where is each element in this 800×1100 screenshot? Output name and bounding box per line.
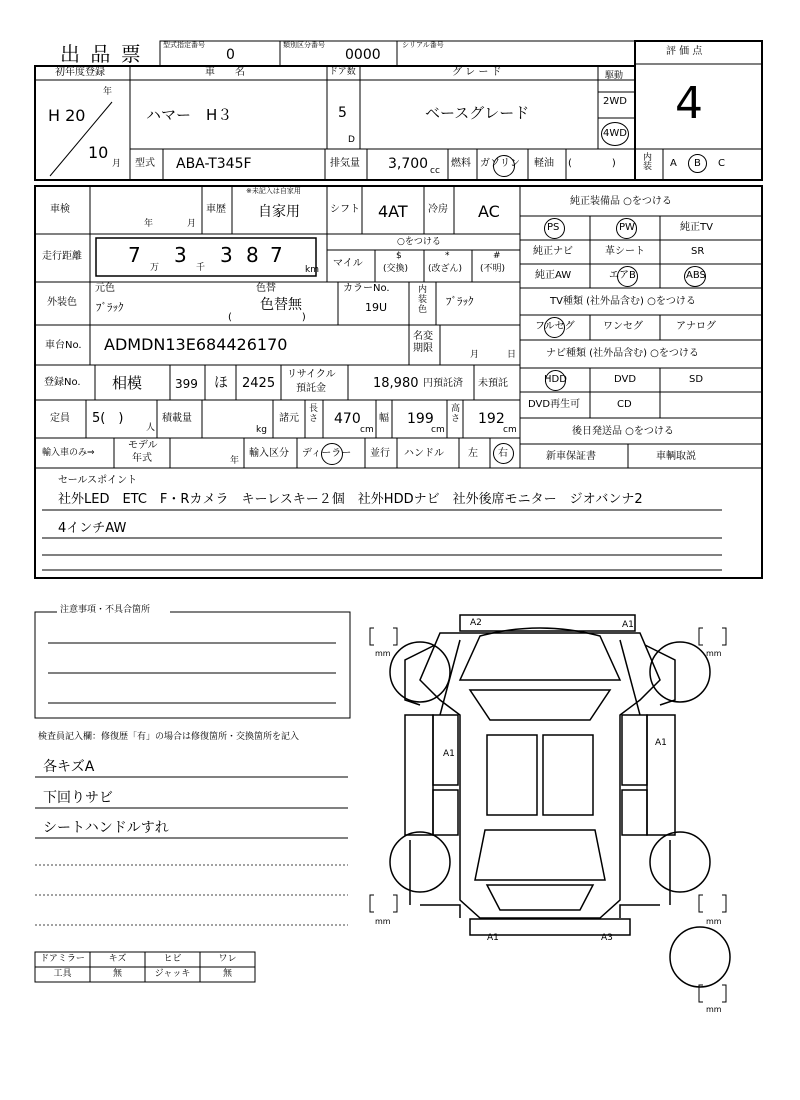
first-reg-month: 10: [88, 143, 109, 162]
first-reg-label: 初年度登録: [55, 67, 105, 78]
form-title: 出 品 票: [60, 42, 143, 66]
model-code-label: 型式: [135, 158, 155, 169]
navi-hdd-circle: [545, 370, 566, 391]
shaken-label: 車検: [50, 204, 70, 215]
car-name-label: 車 名: [205, 67, 245, 78]
mileage-tamper: (改ざん): [428, 264, 463, 274]
drive-4wd-circle: [601, 122, 629, 146]
original-color-value: ﾌﾞﾗｯｸ: [96, 301, 124, 314]
displacement-value: 3,700: [388, 156, 429, 172]
chassis-label: 車台No.: [45, 340, 82, 351]
mileage-km: km: [305, 265, 319, 275]
recycle-paid: 円預託済: [423, 378, 463, 389]
height-value: 192: [478, 411, 505, 427]
shift-value: 4AT: [378, 202, 408, 221]
hyokaten-value: 4: [675, 78, 703, 129]
chassis-value: ADMDN13E684426170: [104, 335, 288, 354]
import-label: 輸入車のみ⇒: [42, 448, 95, 458]
capacity-label: 定員: [50, 413, 70, 424]
drive-2wd: 2WD: [603, 96, 627, 107]
ruibetsu-value: 0000: [345, 47, 381, 63]
usage-note: ※未記入は自家用: [246, 187, 301, 195]
handle-right-circle: [493, 443, 514, 464]
navi-hdd: HDD: [544, 374, 567, 385]
check-row-3: ジャッキ: [154, 969, 191, 979]
ruibetsu-label: 類別区分番号: [283, 41, 325, 49]
import-dealer: ディーラー: [302, 448, 352, 459]
fuel-label: 燃料: [451, 158, 471, 169]
aircon-value: AC: [478, 202, 500, 221]
remark-1: 各キズA: [43, 759, 95, 775]
tv-analog: アナログ: [676, 321, 716, 332]
tv-fullseg-circle: [544, 317, 565, 338]
navi-dvd-player: DVD再生可: [528, 399, 581, 410]
grade-label: グ レ ー ド: [452, 67, 502, 78]
mileage-digit-5: 7: [270, 243, 283, 267]
doors-label: ドア数: [329, 67, 356, 77]
fuel-diesel: 軽油: [534, 158, 554, 169]
equip-oem-aw: 純正AW: [535, 270, 572, 281]
usage-value: 自家用: [258, 204, 300, 220]
reg-kana: ほ: [214, 375, 228, 391]
later-warranty: 新車保証書: [546, 451, 596, 462]
equip-ps-circle: [544, 218, 565, 239]
interior-c: C: [718, 158, 725, 169]
navi-cd: CD: [617, 399, 632, 410]
reg-no-label: 登録No.: [44, 377, 81, 388]
navi-sd: SD: [689, 374, 704, 385]
recycle-unpaid: 未預託: [478, 378, 508, 389]
interior-a: A: [670, 158, 677, 169]
mileage-mile: マイル: [333, 258, 363, 269]
mm-label-spare: mm: [706, 1005, 722, 1014]
equip-oem-navi: 純正ナビ: [533, 246, 573, 257]
width-label: 幅: [379, 413, 389, 424]
width-cm: cm: [431, 425, 445, 435]
capacity-unit: 人: [146, 423, 156, 433]
length-cm: cm: [360, 425, 374, 435]
mileage-unknown-sym: #: [493, 251, 501, 261]
handle-right: 右: [498, 448, 508, 459]
equip-oem-tv: 純正TV: [680, 222, 713, 233]
mm-label-fr: mm: [706, 649, 722, 658]
oem-title: 純正装備品 ○をつける: [570, 196, 672, 207]
mileage-digit-4: 8: [246, 243, 259, 267]
doors-suffix: D: [348, 135, 355, 145]
interior-b: B: [694, 158, 701, 169]
serial-label: シリアル番号: [402, 41, 444, 49]
equip-airbag-circle: [617, 266, 638, 287]
meigi-day-unit: 日: [507, 350, 517, 360]
color-no-label: カラーNo.: [343, 283, 390, 294]
width-value: 199: [407, 411, 434, 427]
color-no-value: 19U: [365, 301, 388, 314]
length-value: 470: [334, 411, 361, 427]
mm-label-rl: mm: [375, 917, 391, 926]
equip-ps: PS: [547, 222, 560, 233]
interior-label: 内装: [643, 153, 653, 173]
navi-dvd: DVD: [614, 374, 637, 385]
load-label: 積載量: [162, 413, 192, 424]
doors-value: 5: [338, 105, 347, 121]
sales-label: セールスポイント: [58, 475, 138, 486]
mileage-exchange: (交換): [383, 264, 409, 274]
mileage-digit-3: 3: [220, 243, 233, 267]
check-header-2: キズ: [108, 954, 127, 964]
later-manual: 車輌取説: [656, 451, 696, 462]
recycle-label-2: 預託金: [296, 383, 326, 394]
mileage-unknown: (不明): [480, 264, 506, 274]
fuel-gasoline: ガソリン: [480, 158, 520, 169]
handle-left: 左: [468, 448, 478, 459]
mark-front-bumper-right: A1: [622, 620, 634, 630]
equip-pw: PW: [619, 222, 635, 233]
exterior-label: 外装色: [47, 297, 77, 308]
equip-abs: ABS: [686, 270, 706, 281]
length-label: 長さ: [309, 404, 319, 424]
repaint-paren: ( ): [228, 312, 306, 323]
height-label: 高さ: [451, 404, 461, 424]
check-row-4: 無: [222, 969, 232, 979]
mileage-exchange-sym: $: [396, 251, 402, 261]
mileage-circle-note: ○をつける: [397, 237, 441, 247]
later-title: 後日発送品 ○をつける: [572, 426, 674, 437]
mileage-sen: 千: [196, 263, 206, 273]
interior-color-label: 内装色: [418, 285, 428, 315]
katashiki-shitei-label: 型式指定番号: [163, 41, 205, 49]
repaint-label: 色替: [256, 283, 276, 294]
import-type-label: 輸入区分: [249, 448, 289, 459]
capacity-value: 5( ): [92, 411, 124, 426]
displacement-unit: cc: [430, 166, 440, 176]
usage-label: 車歴: [206, 204, 226, 215]
import-dealer-circle: [321, 443, 343, 465]
mark-rear-bumper-left: A1: [487, 933, 499, 943]
recycle-value: 18,980: [373, 376, 419, 391]
grade-value: ベースグレード: [425, 104, 530, 122]
fuel-other: ( ): [568, 158, 616, 169]
fuel-gasoline-circle: [493, 155, 515, 177]
month-unit: 月: [112, 159, 122, 169]
mileage-label: 走行距離: [42, 251, 82, 262]
remark-3: シートハンドルすれ: [43, 820, 169, 836]
displacement-label: 排気量: [330, 158, 360, 169]
equip-pw-circle: [616, 218, 637, 239]
model-code-value: ABA-T345F: [176, 156, 252, 172]
handle-label: ハンドル: [404, 448, 444, 459]
car-name-value: ハマー H３: [146, 106, 233, 124]
drive-4wd: 4WD: [603, 128, 627, 139]
recycle-label-1: リサイクル: [287, 369, 336, 380]
katashiki-shitei-value: 0: [226, 47, 235, 63]
check-header-4: ワレ: [218, 954, 237, 964]
sales-line-1: 社外LED ETC F・Rカメラ キーレスキー２個 社外HDDナビ 社外後席モニター ジオバンナ2: [58, 492, 643, 507]
meigi-label: 名変期限: [413, 331, 433, 354]
model-year-label-2: 年式: [132, 453, 152, 464]
hyokaten-label: 評 価 点: [666, 46, 703, 57]
height-cm: cm: [503, 425, 517, 435]
tv-title: TV種類 (社外品含む) ○をつける: [550, 296, 696, 307]
original-color-label: 元色: [95, 283, 115, 294]
shaken-month-unit: 月: [187, 219, 197, 229]
import-parallel: 並行: [370, 448, 390, 459]
mileage-digit-2: 3: [174, 243, 187, 267]
check-row-2: 無: [112, 969, 122, 979]
mark-left-door: A1: [443, 749, 455, 759]
aircon-label: 冷房: [428, 204, 448, 215]
repaint-value: 色替無: [260, 297, 302, 313]
tv-fullseg: フルセグ: [535, 321, 575, 332]
mark-rear-bumper-right: A3: [601, 933, 613, 943]
mm-label-rr: mm: [706, 917, 722, 926]
shaken-year-unit: 年: [144, 219, 154, 229]
caution-label: 注意事項・不具合箇所: [60, 605, 151, 615]
mileage-man: 万: [150, 263, 160, 273]
first-reg-year: H 20: [48, 106, 86, 125]
interior-b-circle: [688, 154, 707, 173]
mark-right-door: A1: [655, 738, 667, 748]
mm-label-fl: mm: [375, 649, 391, 658]
load-unit: kg: [256, 425, 267, 435]
inspector-label: 検査員記入欄：修復歴「有」の場合は修復箇所・交換箇所を記入: [38, 732, 300, 742]
navi-title: ナビ種類 (社外品含む) ○をつける: [546, 348, 699, 359]
reg-number: 2425: [242, 376, 276, 391]
reg-area: 相模: [112, 374, 143, 392]
reg-class: 399: [175, 377, 198, 391]
equip-airbag: エアB: [609, 270, 636, 281]
dims-label: 諸元: [279, 413, 299, 424]
mileage-digit-1: 7: [128, 243, 141, 267]
meigi-month-unit: 月: [470, 350, 480, 360]
equip-abs-circle: [684, 266, 706, 287]
drive-label: 駆動: [605, 71, 624, 81]
check-header-3: ヒビ: [163, 954, 182, 964]
tv-oneseg: ワンセグ: [603, 321, 643, 332]
sales-line-2: 4インチAW: [58, 521, 127, 536]
mileage-tamper-sym: *: [445, 251, 450, 261]
shift-label: シフト: [330, 204, 360, 215]
model-year-label-1: モデル: [128, 440, 158, 451]
remark-2: 下回りサビ: [43, 790, 113, 806]
equip-leather: 革シート: [605, 246, 645, 257]
mark-front-bumper-left: A2: [470, 618, 482, 628]
interior-color-value: ﾌﾞﾗｯｸ: [446, 295, 474, 308]
check-row-1: 工具: [53, 969, 72, 979]
check-header-1: ドアミラー: [40, 954, 85, 964]
model-year-unit: 年: [230, 456, 240, 466]
equip-sr: SR: [691, 246, 705, 257]
year-unit: 年: [103, 87, 113, 97]
